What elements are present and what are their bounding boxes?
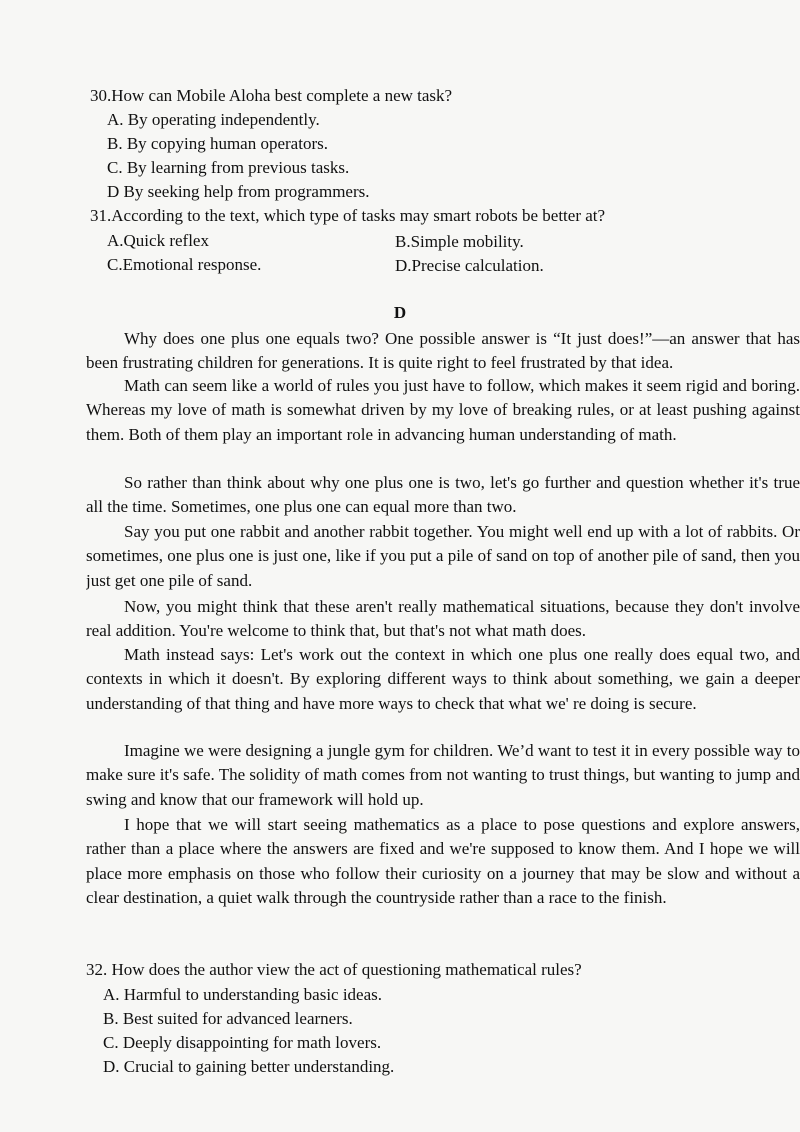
question-31-option-a: A.Quick reflex: [107, 231, 209, 250]
passage-paragraph: Why does one plus one equals two? One possible answer is “It just does!”—an answer that has been frustrating children for generations. It is quite right to feel frustrated by that idea.: [86, 329, 800, 373]
question-32-option-b: B. Best suited for advanced learners.: [103, 1009, 353, 1028]
passage-paragraph: Say you put one rabbit and another rabbit together. You might well end up with a lot of rabbits. Or sometimes, one plus one is just one, like if you put a pile of sand on top of another pile of sand, then you just get one pile of sand.: [86, 522, 800, 590]
question-30-option-d: D By seeking help from programmers.: [107, 182, 370, 201]
passage-paragraph: So rather than think about why one plus one is two, let's go further and question whether it's true all the time. Sometimes, one plus one can equal more than two.: [86, 473, 800, 517]
section-heading: D: [393, 303, 407, 322]
question-30-stem: 30.How can Mobile Aloha best complete a new task?: [90, 86, 453, 105]
question-32-option-c: C. Deeply disappointing for math lovers.: [103, 1033, 382, 1052]
question-30-option-c: C. By learning from previous tasks.: [107, 158, 350, 177]
question-30-option-a: A. By operating independently.: [107, 110, 320, 129]
passage-paragraph: Math instead says: Let's work out the context in which one plus one really does equal two, and contexts in which it doesn't. By exploring different ways to think about something, we gain a deeper understanding of that thing and have more ways to check that what we' re doing is secure.: [86, 645, 800, 713]
passage-paragraph: Imagine we were designing a jungle gym for children. We’d want to test it in every possible way to make sure it's safe. The solidity of math comes from not wanting to trust things, but wanting to jump and swing and know that our framework will hold up.: [86, 741, 800, 809]
question-31-option-d: D.Precise calculation.: [395, 256, 544, 275]
question-30-option-b: B. By copying human operators.: [107, 134, 328, 153]
question-31-option-c: C.Emotional response.: [107, 255, 262, 274]
question-32-option-d: D. Crucial to gaining better understanding.: [103, 1057, 395, 1076]
passage-paragraph: I hope that we will start seeing mathematics as a place to pose questions and explore answers, rather than a place where the answers are fixed and we're supposed to know them. And I hope we will place more emphasis on those who follow their curiosity on a journey that may be slow and without a clear destination, a quiet walk through the countryside rather than a race to the finish.: [86, 815, 800, 907]
passage-paragraph: Now, you might think that these aren't really mathematical situations, because they don't involve real addition. You're welcome to think that, but that's not what math does.: [86, 597, 800, 641]
question-32-option-a: A. Harmful to understanding basic ideas.: [103, 985, 383, 1004]
question-31-option-b: B.Simple mobility.: [395, 232, 524, 251]
passage-paragraph: Math can seem like a world of rules you just have to follow, which makes it seem rigid and boring. Whereas my love of math is somewhat driven by my love of breaking rules, or at least pushing against them. Both of them play an important role in advancing human understanding of math.: [86, 376, 800, 444]
question-31-stem: 31.According to the text, which type of tasks may smart robots be better at?: [90, 206, 606, 225]
question-32-stem: 32. How does the author view the act of questioning mathematical rules?: [86, 960, 582, 979]
